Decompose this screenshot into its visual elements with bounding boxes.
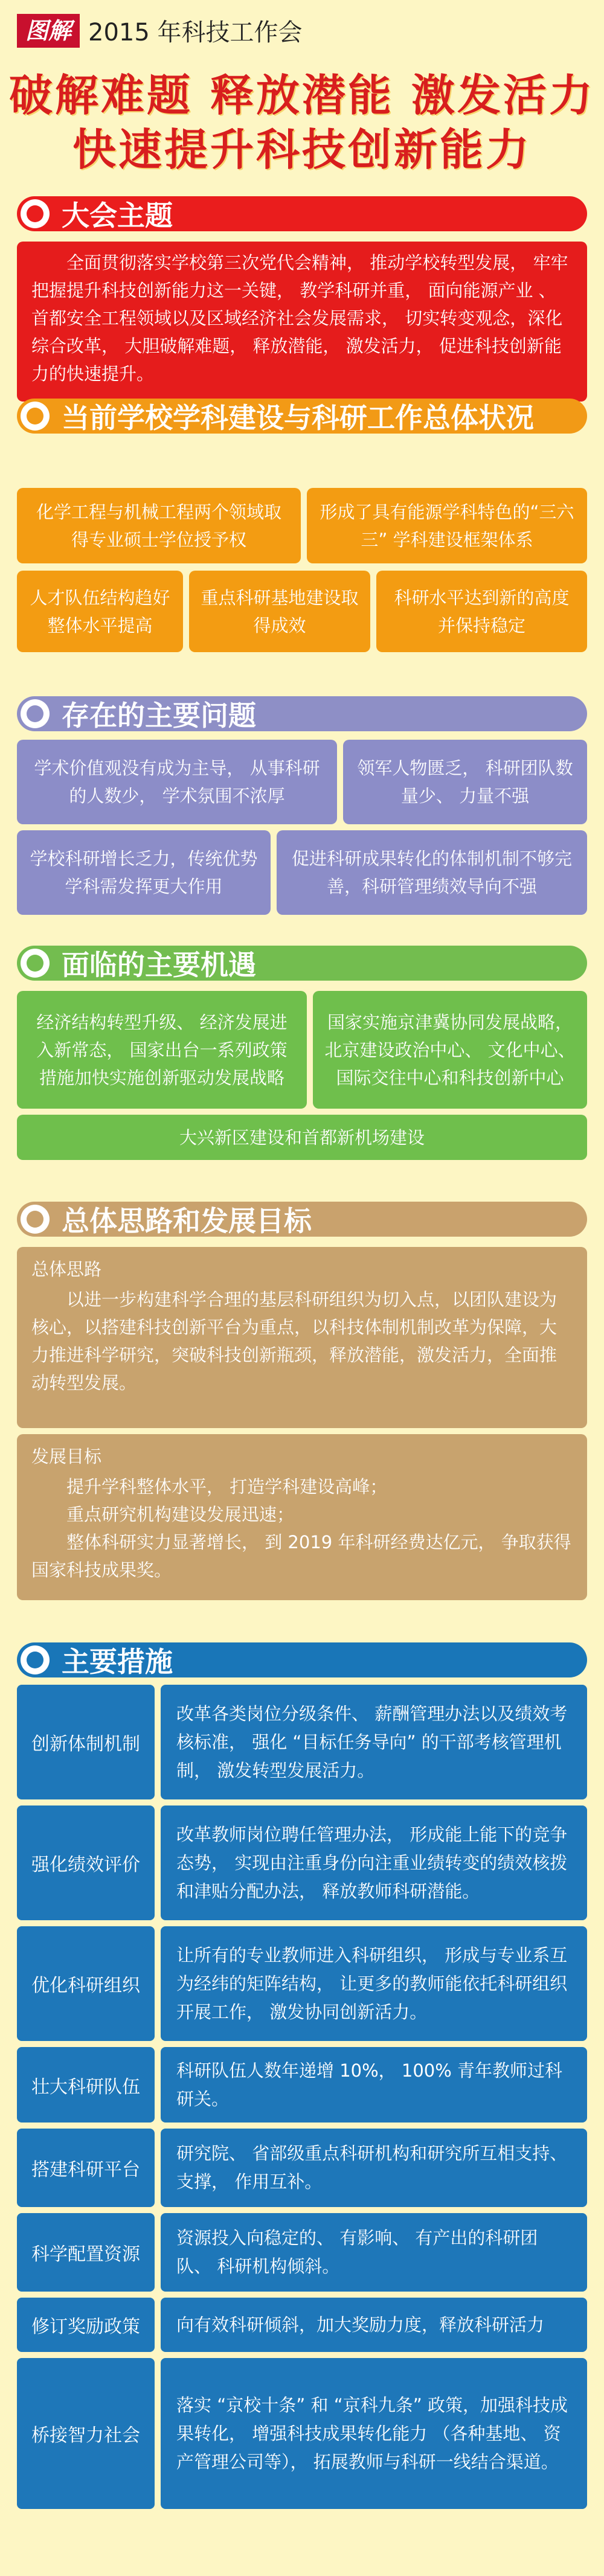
measure-row	[17, 1926, 587, 2041]
measure-text: 科研队伍人数年递增 10%， 100% 青年教师过科研关。	[161, 2047, 587, 2123]
measure-label: 壮大科研队伍	[17, 2047, 155, 2123]
section-bullet-icon	[21, 1645, 50, 1674]
measure-row	[17, 2129, 587, 2207]
thinking-label: 总体思路	[31, 1259, 102, 1280]
measure-row	[17, 2358, 587, 2509]
opportunity-item: 国家实施京津冀协同发展战略，北京建设政治中心、 文化中心、 国际交往中心和科技创新中心	[313, 991, 587, 1109]
headline-line-1: 破解难题 释放潜能 激发活力	[8, 69, 596, 121]
section-measures-title: 主要措施	[62, 1645, 173, 1678]
section-status-title: 当前学校学科建设与科研工作总体状况	[62, 402, 534, 434]
status-item: 形成了具有能源学科特色的“三六三” 学科建设框架体系	[307, 488, 587, 563]
section-goals-header	[17, 1202, 587, 1237]
section-status-header	[17, 399, 587, 434]
thinking-text: 以进一步构建科学合理的基层科研组织为切入点，以团队建设为核心，以搭建科技创新平台为重点，以科技体制机制改革为保障，大力推进科学研究，突破科技创新瓶颈，释放潜能，激发活力，全面推动转型发展。	[31, 1289, 557, 1393]
measure-label: 优化科研组织	[17, 1926, 155, 2041]
measure-row	[17, 2213, 587, 2292]
target-line: 整体科研实力显著增长， 到 2019 年科研经费达亿元， 争取获得国家科技成果奖。	[31, 1532, 571, 1580]
status-item: 化学工程与机械工程两个领域取得专业硕士学位授予权	[17, 488, 301, 563]
problem-item: 促进科研成果转化的体制机制不够完善，科研管理绩效导向不强	[277, 830, 587, 915]
status-item: 重点科研基地建设取得成效	[189, 571, 370, 652]
section-theme-header	[17, 196, 587, 231]
measure-row	[17, 2298, 587, 2352]
measure-text: 改革各类岗位分级条件、 薪酬管理办法以及绩效考核标准， 强化 “目标任务导向” 的干部考核管理机制， 激发转型发展活力。	[161, 1685, 587, 1799]
section-theme-title: 大会主题	[62, 199, 173, 232]
measure-row	[17, 1685, 587, 1799]
section-bullet-icon	[21, 699, 50, 728]
section-opportunities-header	[17, 946, 587, 981]
target-label: 发展目标	[31, 1446, 102, 1467]
section-measures-header	[17, 1642, 587, 1677]
header	[0, 0, 604, 181]
section-goals-title: 总体思路和发展目标	[62, 1205, 312, 1237]
measure-text: 落实 “京校十条” 和 “京科九条” 政策，加强科技成果转化， 增强科技成果转化能力 （各种基地、 资产管理公司等）， 拓展教师与科研一线结合渠道。	[161, 2358, 587, 2509]
target-line: 重点研究机构建设发展迅速；	[66, 1504, 295, 1525]
goals-thinking-box	[17, 1247, 587, 1428]
event-title: 2015 年科技工作会	[88, 19, 303, 46]
measure-row	[17, 2047, 587, 2123]
problem-item: 学校科研增长乏力，传统优势学科需发挥更大作用	[17, 830, 271, 915]
section-bullet-icon	[21, 1205, 50, 1234]
measure-label: 强化绩效评价	[17, 1805, 155, 1920]
goals-target-box	[17, 1434, 587, 1600]
measure-label: 科学配置资源	[17, 2213, 155, 2292]
measure-text: 让所有的专业教师进入科研组织， 形成与专业系互为经纬的矩阵结构， 让更多的教师能依托科研组织开展工作， 激发协同创新活力。	[161, 1926, 587, 2041]
section-problems-title: 存在的主要问题	[62, 699, 256, 732]
measure-text: 资源投入向稳定的、 有影响、 有产出的科研团队、 科研机构倾斜。	[161, 2213, 587, 2292]
problem-item: 学术价值观没有成为主导， 从事科研的人数少， 学术氛围不浓厚	[17, 740, 337, 824]
headline-line-2: 快速提升科技创新能力	[72, 124, 532, 175]
section-problems-header	[17, 696, 587, 731]
measure-text: 研究院、 省部级重点科研机构和研究所互相支持、 支撑， 作用互补。	[161, 2129, 587, 2207]
section-bullet-icon	[21, 402, 50, 431]
measure-label: 桥接智力社会	[17, 2358, 155, 2509]
section-bullet-icon	[21, 199, 50, 228]
measure-row	[17, 1805, 587, 1920]
section-opportunities-title: 面临的主要机遇	[62, 949, 256, 981]
illustration-badge: 图解	[17, 14, 80, 48]
measure-text: 向有效科研倾斜，加大奖励力度，释放科研活力	[161, 2298, 587, 2352]
measure-label: 搭建科研平台	[17, 2129, 155, 2207]
status-item: 人才队伍结构趋好整体水平提高	[17, 571, 183, 652]
problem-item: 领军人物匮乏， 科研团队数量少、 力量不强	[343, 740, 587, 824]
measure-label: 创新体制机制	[17, 1685, 155, 1799]
tagline	[17, 13, 303, 48]
opportunity-item: 经济结构转型升级、 经济发展进入新常态， 国家出台一系列政策措施加快实施创新驱动发展战略	[17, 991, 307, 1109]
status-item: 科研水平达到新的高度并保持稳定	[376, 571, 587, 652]
opportunity-item: 大兴新区建设和首都新机场建设	[17, 1115, 587, 1160]
section-bullet-icon	[21, 949, 50, 978]
theme-text: 全面贯彻落实学校第三次党代会精神， 推动学校转型发展， 牢牢把握提升科技创新能力这一关键， 教学科研并重， 面向能源产业 、 首都安全工程领域以及区域经济社会发展需求， 切实转变观念，深化综合改革， 大胆破解难题， 释放潜能， 激发活力， 促进科技创新能力的快速提升。	[17, 242, 587, 402]
measure-text: 改革教师岗位聘任管理办法， 形成能上能下的竞争态势， 实现由注重身份向注重业绩转变的绩效核拨和津贴分配办法， 释放教师科研潜能。	[161, 1805, 587, 1920]
target-line: 提升学科整体水平， 打造学科建设高峰；	[66, 1476, 388, 1497]
measure-label: 修订奖励政策	[17, 2298, 155, 2352]
